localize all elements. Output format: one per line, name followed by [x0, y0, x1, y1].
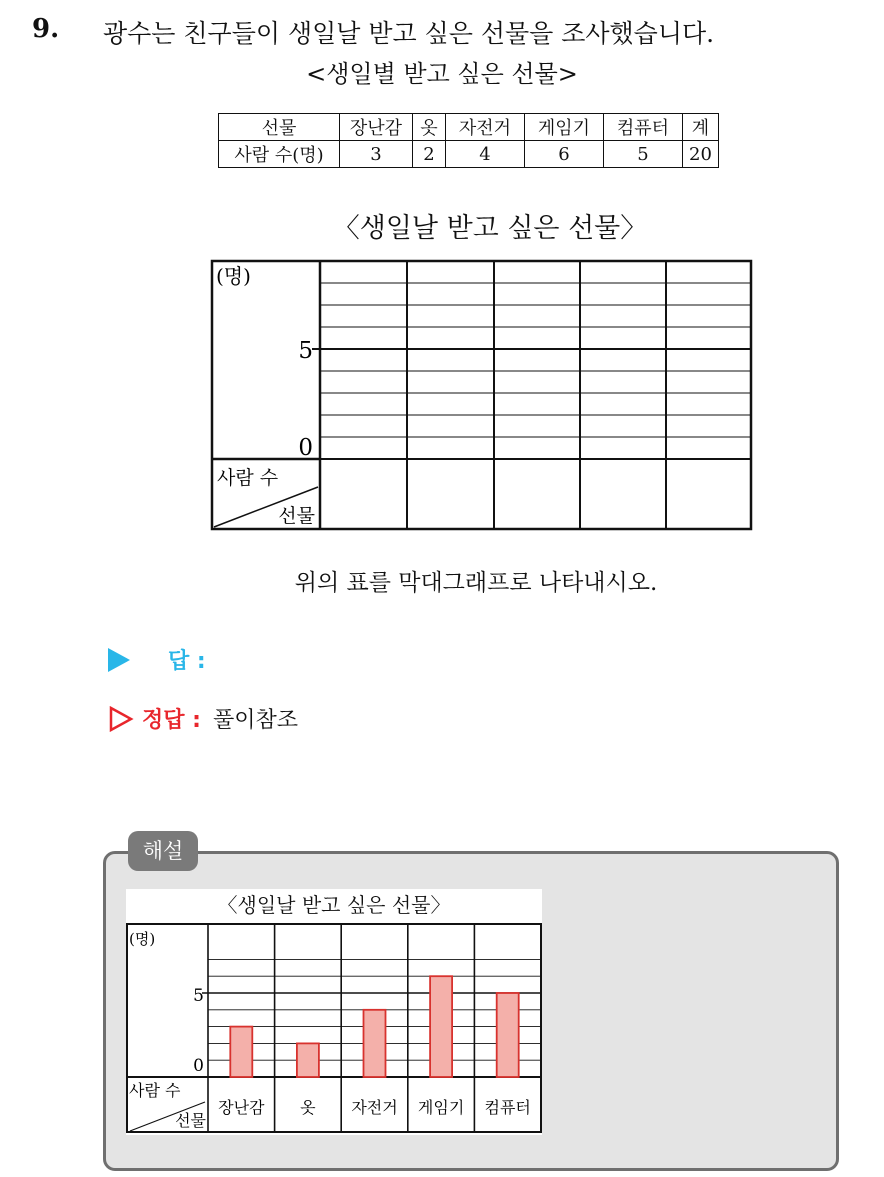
- table-header-cell: 장난감: [340, 114, 413, 141]
- chart-y-tick-0: 0: [193, 1056, 204, 1076]
- chart-category-label: 장난감: [218, 1098, 265, 1117]
- chart-title: 〈생일날 받고 싶은 선물〉: [217, 893, 451, 917]
- chart-category-label: 옷: [300, 1098, 316, 1117]
- table-header-cell: 컴퓨터: [604, 114, 683, 141]
- chart-category-label: 자전거: [351, 1098, 398, 1117]
- blank-graph-tick-5: 5: [298, 338, 313, 364]
- chart-y-unit: (명): [129, 930, 156, 948]
- table-value-cell: 6: [525, 141, 604, 168]
- table-value-cell: 5: [604, 141, 683, 168]
- chart-bar-컴퓨터: [497, 993, 519, 1077]
- table-header-cell: 계: [683, 114, 719, 141]
- table-value-cell: 4: [446, 141, 525, 168]
- chart-bar-게임기: [430, 976, 452, 1077]
- blank-graph-unit: (명): [216, 264, 251, 288]
- chart-bar-자전거: [364, 1010, 386, 1077]
- chart-y-tick-5: 5: [193, 986, 204, 1006]
- blank-graph-corner-bottom: 선물: [278, 505, 315, 527]
- table-header-cell: 자전거: [446, 114, 525, 141]
- question-text: 광수는 친구들이 생일날 받고 싶은 선물을 조사했습니다.: [103, 19, 715, 48]
- table-value-cell: 20: [683, 141, 719, 168]
- blank-graph-title: 〈생일날 받고 싶은 선물〉: [332, 213, 648, 244]
- answer-label: 답 :: [168, 649, 206, 674]
- chart-corner-top: 사람 수: [129, 1081, 181, 1100]
- correct-answer-label: 정답 :: [142, 708, 201, 733]
- blank-graph-tick-0: 0: [298, 435, 313, 461]
- correct-answer-value: 풀이참조: [212, 708, 298, 733]
- table-header-cell: 옷: [413, 114, 446, 141]
- table-header-cell: 선물: [219, 114, 340, 141]
- table-row-label: 사람 수(명): [219, 141, 340, 168]
- instruction-text: 위의 표를 막대그래프로 나타내시오.: [294, 570, 658, 596]
- chart-bar-옷: [297, 1043, 319, 1077]
- question-number: 9.: [32, 14, 60, 44]
- chart-category-label: 게임기: [417, 1098, 465, 1117]
- table-header-cell: 게임기: [525, 114, 604, 141]
- explanation-tag: 해설: [128, 831, 198, 871]
- chart-frame: [127, 924, 541, 1132]
- blank-graph-corner-top: 사람 수: [217, 467, 279, 489]
- chart-category-label: 컴퓨터: [484, 1098, 531, 1117]
- table-value-cell: 3: [340, 141, 413, 168]
- table-value-cell: 2: [413, 141, 446, 168]
- chart-bar-장난감: [230, 1027, 252, 1077]
- table-caption: <생일별 받고 싶은 선물>: [306, 60, 578, 88]
- chart-corner-bottom: 선물: [175, 1111, 206, 1130]
